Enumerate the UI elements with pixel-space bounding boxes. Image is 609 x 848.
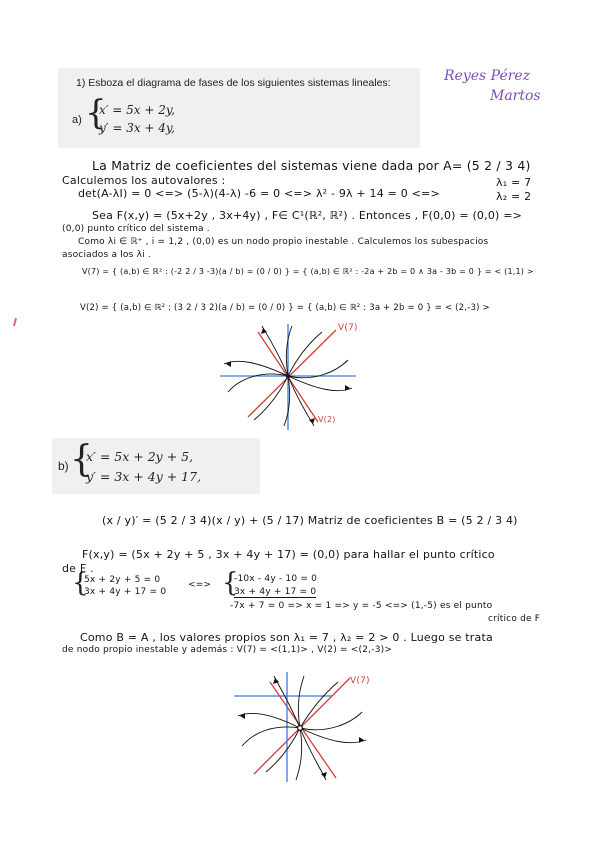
hw-b-sys6: crítico de F [488, 614, 541, 624]
hw-a-line7: asociados a los λi . [62, 250, 151, 260]
hw-b-line5: de nodo propio inestable y además : V(7) = <(1,1)> , V(2) = <(2,-3)> [62, 645, 393, 655]
hw-a-line4: Sea F(x,y) = (5x+2y , 3x+4y) , F∈ C¹(ℝ², ℝ²) . Entonces , F(0,0) = (0,0) => [92, 209, 523, 222]
hw-b-line1: (x / y)′ = (5 2 / 3 4)(x / y) + (5 / 17) Matriz de coeficientes B = (5 2 / 3 4) [102, 514, 518, 527]
hw-b-line2: F(x,y) = (5x + 2y + 5 , 3x + 4y + 17) = (0,0) para hallar el punto crítico [82, 548, 495, 561]
label-v7-b: V(7) [350, 676, 370, 686]
hw-b-sys2: 3x + 4y + 17 = 0 [84, 587, 167, 597]
hw-b-line4: Como B = A , los valores propios son λ₁ = 7 , λ₂ = 2 > 0 . Luego se trata [80, 631, 493, 644]
hw-a-line8: V(7) = { (a,b) ∈ ℝ² : (-2 2 / 3 -3)(a / b) = (0 / 0) } = { (a,b) ∈ ℝ² : -2a + 2b = 0 ∧ 3a - 3b = 0 } = < (1,1) > [82, 267, 534, 276]
hw-a-line2: Calculemos los autovalores : [62, 174, 226, 187]
critical-point [286, 374, 290, 378]
phase-diagram-a [218, 322, 358, 432]
critical-point-b [298, 726, 303, 731]
phase-diagram-b [232, 670, 372, 785]
hw-b-line2b: de F . [62, 562, 94, 575]
hw-a-eig1: λ₁ = 7 [496, 176, 532, 189]
hw-a-line5: (0,0) punto crítico del sistema . [62, 224, 210, 234]
problem-statement: 1) Esboza el diagrama de fases de los siguientes sistemas lineales: [76, 77, 391, 89]
hw-b-equiv: <=> [188, 580, 212, 590]
part-b-label: b) [58, 459, 69, 473]
margin-mark [13, 318, 17, 326]
hw-b-brace: { [72, 568, 89, 598]
part-b-eq2: y′ = 3x + 4y + 17, [86, 469, 202, 484]
part-a-eq1: x′ = 5x + 2y, [99, 103, 175, 117]
hw-b-brace2: { [222, 568, 239, 598]
hw-a-line3: det(A-λI) = 0 <=> (5-λ)(4-λ) -6 = 0 <=> λ² - 9λ + 14 = 0 <=> [78, 187, 440, 200]
part-b-eq1: x′ = 5x + 2y + 5, [86, 449, 194, 464]
hw-b-sys1: 5x + 2y + 5 = 0 [84, 575, 161, 585]
hw-b-sys5: -7x + 7 = 0 => x = 1 => y = -5 <=> (1,-5) es el punto [230, 601, 493, 611]
hw-a-eig2: λ₂ = 2 [496, 190, 532, 203]
label-v7-a: V(7) [338, 323, 358, 333]
part-b-brace: { [70, 439, 93, 480]
eigen-line-v7 [248, 330, 336, 417]
label-v2-a: V(2) [318, 415, 336, 424]
author-name-line2: Martos [490, 88, 541, 104]
author-name-line1: Reyes Pérez [444, 68, 531, 84]
part-a-label: a) [72, 114, 82, 126]
part-a-eq2: y′ = 3x + 4y, [99, 121, 175, 135]
hw-a-line6: Como λi ∈ ℝ⁺ , i = 1,2 , (0,0) es un nodo propio inestable . Calculemos los subespacios [78, 237, 489, 247]
hw-b-sys3: -10x - 4y - 10 = 0 [234, 574, 318, 584]
part-a-brace: { [85, 93, 107, 133]
hw-a-line1: La Matriz de coeficientes del sistemas viene dada por A= (5 2 / 3 4) [92, 158, 531, 173]
hw-a-line9: V(2) = { (a,b) ∈ ℝ² : (3 2 / 3 2)(a / b) = (0 / 0) } = { (a,b) ∈ ℝ² : 3a + 2b = 0 } = < (2,-3) > [80, 303, 490, 313]
hw-b-sys4: 3x + 4y + 17 = 0 [234, 587, 317, 597]
